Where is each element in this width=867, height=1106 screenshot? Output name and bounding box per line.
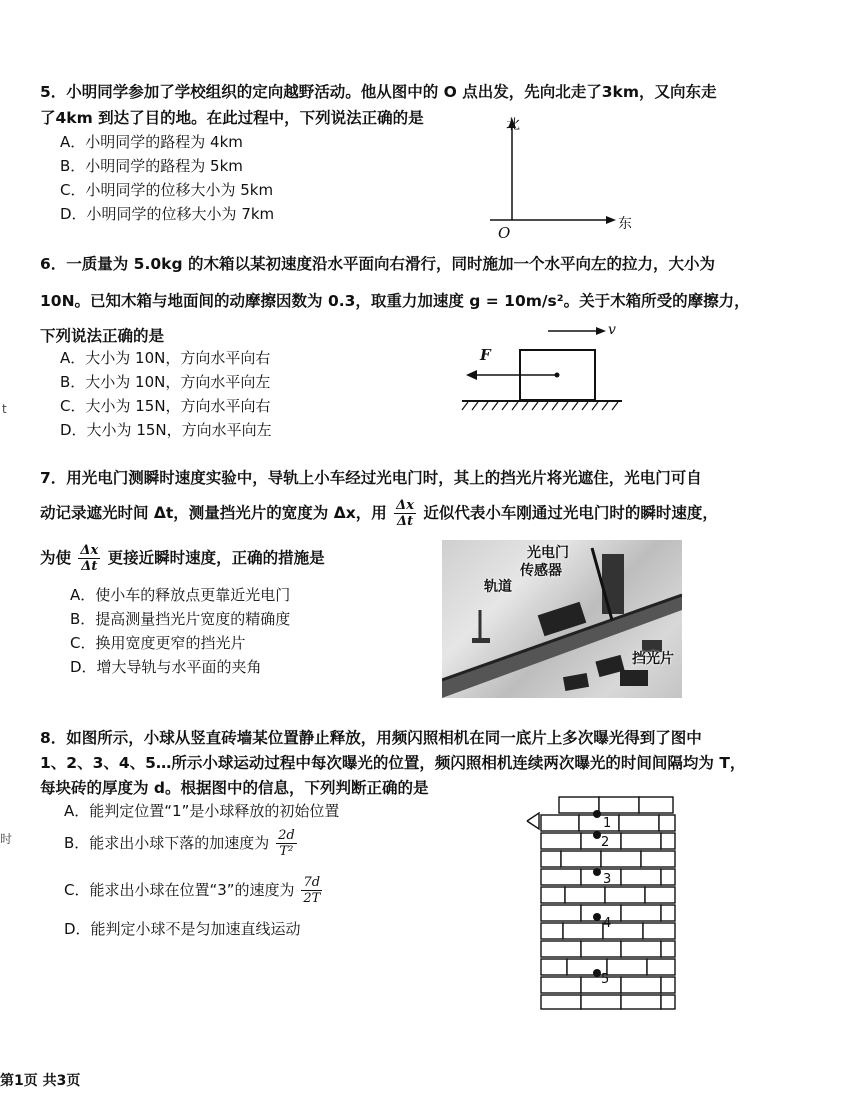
q7-photo-label-shutter: 挡光片 (632, 651, 674, 667)
q8-option-c-numerator: 7d (301, 875, 322, 891)
q6-velocity-label: v (608, 322, 616, 338)
q5-north-label: 北 (506, 117, 520, 133)
margin-mark-1: t (2, 402, 7, 416)
q8-option-b (64, 825, 299, 861)
q6-option-c: C．大小为 15N，方向水平向右 (60, 397, 271, 415)
q8-ball-label-3: 3 (603, 872, 612, 887)
q7-stem-line2-start: 动记录遮光时间 Δt，测量挡光片的宽度为 Δx，用 (40, 504, 387, 522)
q7-photogate-photo (442, 540, 682, 698)
q8-option-c-denominator: 2T (303, 891, 321, 906)
q8-stem-line3: 每块砖的厚度为 d。根据图中的信息，下列判断正确的是 (40, 779, 429, 797)
q7-fraction-2 (78, 543, 100, 574)
q7-stem-line2 (40, 495, 718, 531)
q6-stem-line3: 下列说法正确的是 (40, 327, 165, 345)
q5-origin-label: O (498, 224, 511, 242)
q8-option-a: A．能判定位置“1”是小球释放的初始位置 (64, 802, 340, 820)
q8-option-b-numerator: 2d (278, 828, 295, 843)
q5-stem-line1: 5．小明同学参加了学校组织的定向越野活动。他从图中的 O 点出发，先向北走了3km，又向东走 (40, 83, 717, 101)
page-footer: 第1页 共3页 (0, 1073, 81, 1089)
q7-fraction-1 (394, 498, 416, 529)
q7-option-d: D．增大导轨与水平面的夹角 (70, 658, 262, 676)
margin-mark-2: 时 (0, 832, 13, 846)
q7-stem-line3-end: 更接近瞬时速度，正确的措施是 (107, 549, 325, 567)
q8-stem-line1: 8．如图所示，小球从竖直砖墙某位置静止释放，用频闪照相机在同一底片上多次曝光得到了图中 (40, 729, 702, 747)
q7-stem-line2-end: 近似代表小车刚通过光电门时的瞬时速度， (423, 504, 718, 522)
q6-box-diagram (460, 322, 630, 412)
q5-east-label: 东 (618, 216, 632, 232)
q7-option-a: A．使小车的释放点更靠近光电门 (70, 586, 291, 604)
q8-ball-label-1: 1 (603, 816, 612, 831)
q7-stem-line1: 7．用光电门测瞬时速度实验中，导轨上小车经过光电门时，其上的挡光片将光遮住，光电门可自 (40, 469, 702, 487)
q8-option-c-text: C．能求出小球在位置“3”的速度为 (64, 881, 295, 899)
q5-option-c: C．小明同学的位移大小为 5km (60, 181, 274, 199)
q7-stem-line3-start: 为使 (40, 549, 72, 567)
q7-fraction-1-numerator: Δx (396, 498, 414, 513)
q8-option-b-fraction (276, 828, 297, 859)
q7-option-b: B．提高测量挡光片宽度的精确度 (70, 610, 291, 628)
q7-stem-line3 (40, 540, 325, 576)
q8-option-b-text: B．能求出小球下落的加速度为 (64, 834, 270, 852)
q8-option-c (64, 872, 324, 908)
q6-option-a: A．大小为 10N，方向水平向右 (60, 349, 271, 367)
q8-ball-label-4: 4 (603, 916, 612, 931)
q7-photo-label-gate: 光电门 (527, 545, 569, 561)
q7-fraction-1-denominator: Δt (396, 514, 414, 529)
q5-option-a: A．小明同学的路程为 4km (60, 133, 243, 151)
q5-option-b: B．小明同学的路程为 5km (60, 157, 243, 175)
q7-option-c: C．换用宽度更窄的挡光片 (70, 634, 246, 652)
q6-stem-line2: 10N。已知木箱与地面间的动摩擦因数为 0.3，取重力加速度 g = 10m/s²。关于木箱所受的摩擦力， (40, 292, 750, 310)
q7-photo-label-sensor: 传感器 (520, 563, 562, 579)
q6-force-label: F (480, 346, 491, 364)
q8-stem-line2: 1、2、3、4、5…所示小球运动过程中每次曝光的位置，频闪照相机连续两次曝光的时间间隔均为 T， (40, 754, 746, 772)
q8-option-c-fraction (301, 875, 322, 906)
q7-fraction-2-numerator: Δx (80, 543, 99, 558)
q5-option-d: D．小明同学的位移大小为 7km (60, 205, 275, 223)
q7-photo-drawing (442, 540, 682, 698)
q6-stem-line1: 6．一质量为 5.0kg 的木箱以某初速度沿水平面向右滑行，同时施加一个水平向左的拉力，大小为 (40, 255, 715, 273)
q6-option-d: D．大小为 15N，方向水平向左 (60, 421, 272, 439)
q8-ball-label-5: 5 (601, 972, 610, 987)
q8-option-b-denominator: T² (279, 844, 294, 859)
q8-option-d: D．能判定小球不是匀加速直线运动 (64, 920, 301, 938)
q8-ball-label-2: 2 (601, 835, 610, 850)
q7-fraction-2-denominator: Δt (81, 559, 98, 574)
q5-stem-line2: 了4km 到达了目的地。在此过程中，下列说法正确的是 (40, 109, 424, 127)
q7-photo-label-track: 轨道 (484, 579, 512, 595)
q6-option-b: B．大小为 10N，方向水平向左 (60, 373, 271, 391)
